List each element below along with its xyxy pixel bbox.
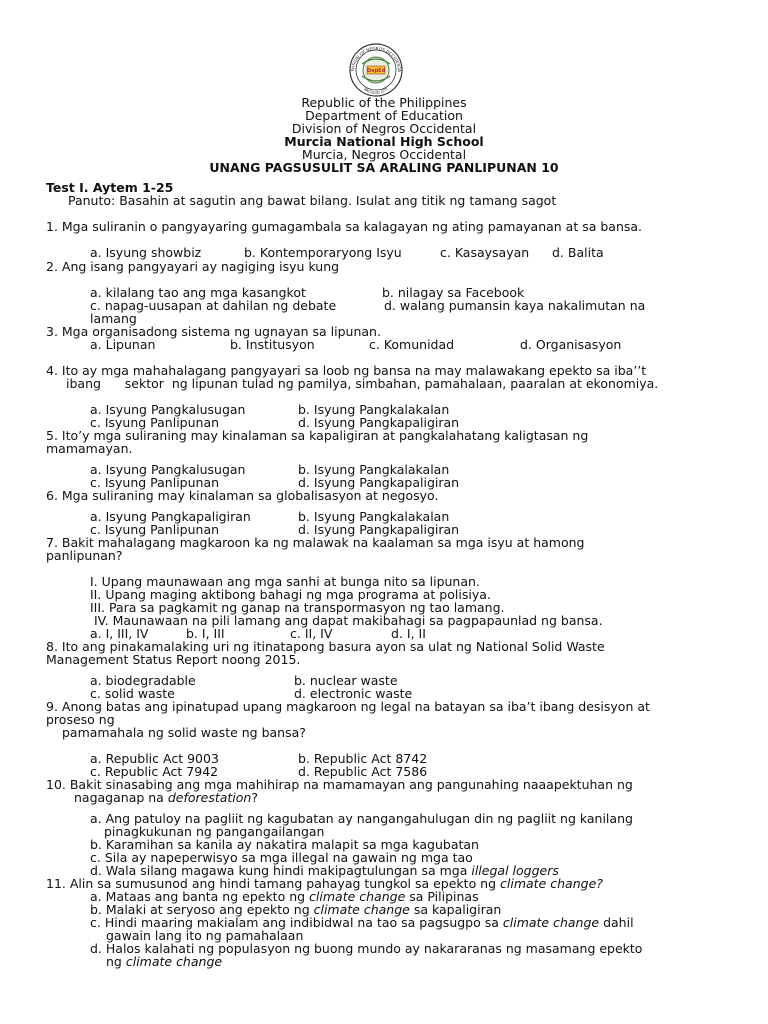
q8-choice-a: a. biodegradable: [90, 673, 196, 688]
q7-statement-4: IV. Maunawaan na pili lamang ang dapat makibahagi sa pagpapaunlad ng bansa.: [94, 613, 603, 628]
question-9-text-line2: proseso ng: [46, 712, 115, 727]
q10-choice-d: d. Wala silang magawa kung hindi makipagtulungan sa mga illegal loggers: [90, 863, 559, 878]
q6-choice-a: a. Isyung Pangkapaligiran: [90, 509, 251, 524]
q5-choice-a: a. Isyung Pangkalusugan: [90, 462, 246, 477]
term-climate-change: climate change?: [500, 876, 603, 891]
svg-text:BACOLOD CITY: BACOLOD CITY: [363, 86, 389, 96]
q6-choice-c: c. Isyung Panlipunan: [90, 522, 220, 537]
q6-choice-d: d. Isyung Pangkapaligiran: [298, 522, 460, 537]
q8-choice-c: c. solid waste: [90, 686, 175, 701]
question-11-text: 11. Alin sa sumusunod ang hindi tamang pahayag tungkol sa epekto ng climate change?: [46, 876, 603, 891]
question-10-text-line1: 10. Bakit sinasabing ang mga mahihirap na mamamayan ang pangunahing naaapektuhan ng: [46, 777, 633, 792]
q7-choice-c: c. II, IV: [290, 626, 333, 641]
header-republic: Republic of the Philippines: [301, 95, 467, 110]
term-illegal-loggers: illegal loggers: [471, 863, 559, 878]
q10-choice-a-continued: pinagkukunan ng pangangailangan: [104, 824, 325, 839]
q4-choice-a: a. Isyung Pangkalusugan: [90, 402, 246, 417]
q7-statement-2: II. Upang maging aktibong bahagi ng mga programa at polisiya.: [90, 587, 491, 602]
q2-choice-d: d. walang pumansin kaya nakalimutan na: [384, 298, 646, 313]
header-school-name: Murcia National High School: [284, 134, 484, 149]
q11-choice-d: d. Halos kalahati ng populasyon ng buong mundo ay nakararanas ng masamang epekto: [90, 941, 643, 956]
question-2-text: 2. Ang isang pangyayari ay nagiging isyu kung: [46, 259, 340, 274]
q2-choice-a: a. kilalang tao ang mga kasangkot: [90, 285, 306, 300]
header-division: Division of Negros Occidental: [291, 121, 477, 136]
header-department: Department of Education: [305, 108, 463, 123]
q5-choice-d: d. Isyung Pangkapaligiran: [298, 475, 460, 490]
question-9-text-line3: pamamahala ng solid waste ng bansa?: [62, 725, 306, 740]
q10-choice-c: c. Sila ay napeperwisyo sa mga illegal na gawain ng mga tao: [90, 850, 473, 865]
q1-choice-a: a. Isyung showbiz: [90, 245, 202, 260]
question-10-text-line2: nagaganap na deforestation?: [74, 790, 258, 805]
q11-choice-b: b. Malaki at seryoso ang epekto ng climate change sa kapaligiran: [90, 902, 502, 917]
q9-choice-b: b. Republic Act 8742: [298, 751, 428, 766]
q7-statement-3: III. Para sa pagkamit ng ganap na transpormasyon ng tao lamang.: [90, 600, 505, 615]
test-heading: Test I. Aytem 1-25: [46, 180, 174, 195]
question-5-text-line1: 5. Ito’y mga suliraning may kinalaman sa kapaligiran at pangkalahatang kaligtasan ng: [46, 428, 589, 443]
question-5-text-line2: mamamayan.: [46, 441, 133, 456]
q1-choice-d: d. Balita: [552, 245, 604, 260]
question-1-text: 1. Mga suliranin o pangyayaring gumagambala sa kalagayan ng ating pamayanan at sa bansa.: [46, 219, 643, 234]
q7-statement-1: I. Upang maunawaan ang mga sanhi at bunga nito sa lipunan.: [90, 574, 480, 589]
q7-choice-d: d. I, II: [391, 626, 426, 641]
q11-choice-c: c. Hindi maaring makialam ang indibidwal na tao sa pagsugpo sa climate change dahil: [90, 915, 634, 930]
q10-choice-b: b. Karamihan sa kanila ay nakatira malapit sa mga kagubatan: [90, 837, 479, 852]
q11-choice-d-continued: ng climate change: [106, 954, 223, 969]
q7-choice-b: b. I, III: [186, 626, 225, 641]
question-3-text: 3. Mga organisadong sistema ng ugnayan sa lipunan.: [46, 324, 381, 339]
question-6-text: 6. Mga suliraning may kinalaman sa globalisasyon at negosyo.: [46, 488, 439, 503]
q11-choice-a: a. Mataas ang banta ng epekto ng climate change sa Pilipinas: [90, 889, 479, 904]
question-7-text-line2: panlipunan?: [46, 548, 123, 563]
q10-choice-a: a. Ang patuloy na pagliit ng kagubatan ay nangangahulugan din ng pagliit ng kanilang: [90, 811, 633, 826]
question-8-text-line1: 8. Ito ang pinakamalaking uri ng itinatapong basura ayon sa ulat ng National Solid Waste: [46, 639, 605, 654]
q11-choice-c-continued: gawain lang ito ng pamahalaan: [106, 928, 304, 943]
q6-choice-b: b. Isyung Pangkalakalan: [298, 509, 450, 524]
question-7-text-line1: 7. Bakit mahalagang magkaroon ka ng malawak na kaalaman sa mga isyu at hamong: [46, 535, 585, 550]
q1-choice-b: b. Kontemporaryong Isyu: [244, 245, 402, 260]
q5-choice-b: b. Isyung Pangkalakalan: [298, 462, 450, 477]
q8-choice-d: d. electronic waste: [294, 686, 413, 701]
q2-choice-c: c. napag-uusapan at dahilan ng debate: [90, 298, 337, 313]
q4-choice-b: b. Isyung Pangkalakalan: [298, 402, 450, 417]
q7-choice-a: a. I, III, IV: [90, 626, 149, 641]
question-4-text-line2: ibang sektor ng lipunan tulad ng pamilya, simbahan, pamahalaan, paaralan at ekonomiya.: [66, 376, 659, 391]
question-4-text-line1: 4. Ito ay mga mahahalagang pangyayari sa loob ng bansa na may malawakang epekto sa iba’’t: [46, 363, 647, 378]
q9-choice-a: a. Republic Act 9003: [90, 751, 219, 766]
q2-choice-b: b. nilagay sa Facebook: [382, 285, 525, 300]
q9-choice-c: c. Republic Act 7942: [90, 764, 219, 779]
q1-choice-c: c. Kasaysayan: [440, 245, 530, 260]
question-8-text-line2: Management Status Report noong 2015.: [46, 652, 301, 667]
q4-choice-c: c. Isyung Panlipunan: [90, 415, 220, 430]
test-instructions: Panuto: Basahin at sagutin ang bawat bilang. Isulat ang titik ng tamang sagot: [68, 193, 557, 208]
svg-text:DIVISION OF NEGROS OCCIDENTAL: IVISION OF NEGROS OCCIDENTA: [350, 45, 403, 73]
svg-text:DepEd: DepEd: [366, 68, 386, 74]
header-address: Murcia, Negros Occidental: [301, 147, 467, 162]
q3-choice-d: d. Organisasyon: [520, 337, 622, 352]
q2-choice-d-continued: lamang: [90, 311, 137, 326]
q8-choice-b: b. nuclear waste: [294, 673, 398, 688]
q3-choice-a: a. Lipunan: [90, 337, 156, 352]
q4-choice-d: d. Isyung Pangkapaligiran: [298, 415, 460, 430]
q9-choice-d: d. Republic Act 7586: [298, 764, 428, 779]
q3-choice-b: b. Institusyon: [230, 337, 315, 352]
division-seal-logo: [340, 42, 412, 98]
exam-title: UNANG PAGSUSULIT SA ARALING PANLIPUNAN 10: [209, 160, 559, 175]
question-9-text-line1: 9. Anong batas ang ipinatupad upang magkaroon ng legal na batayan sa iba’t ibang desisyon at: [46, 699, 650, 714]
q5-choice-c: c. Isyung Panlipunan: [90, 475, 220, 490]
q3-choice-c: c. Komunidad: [369, 337, 455, 352]
term-deforestation: deforestation: [167, 790, 252, 805]
